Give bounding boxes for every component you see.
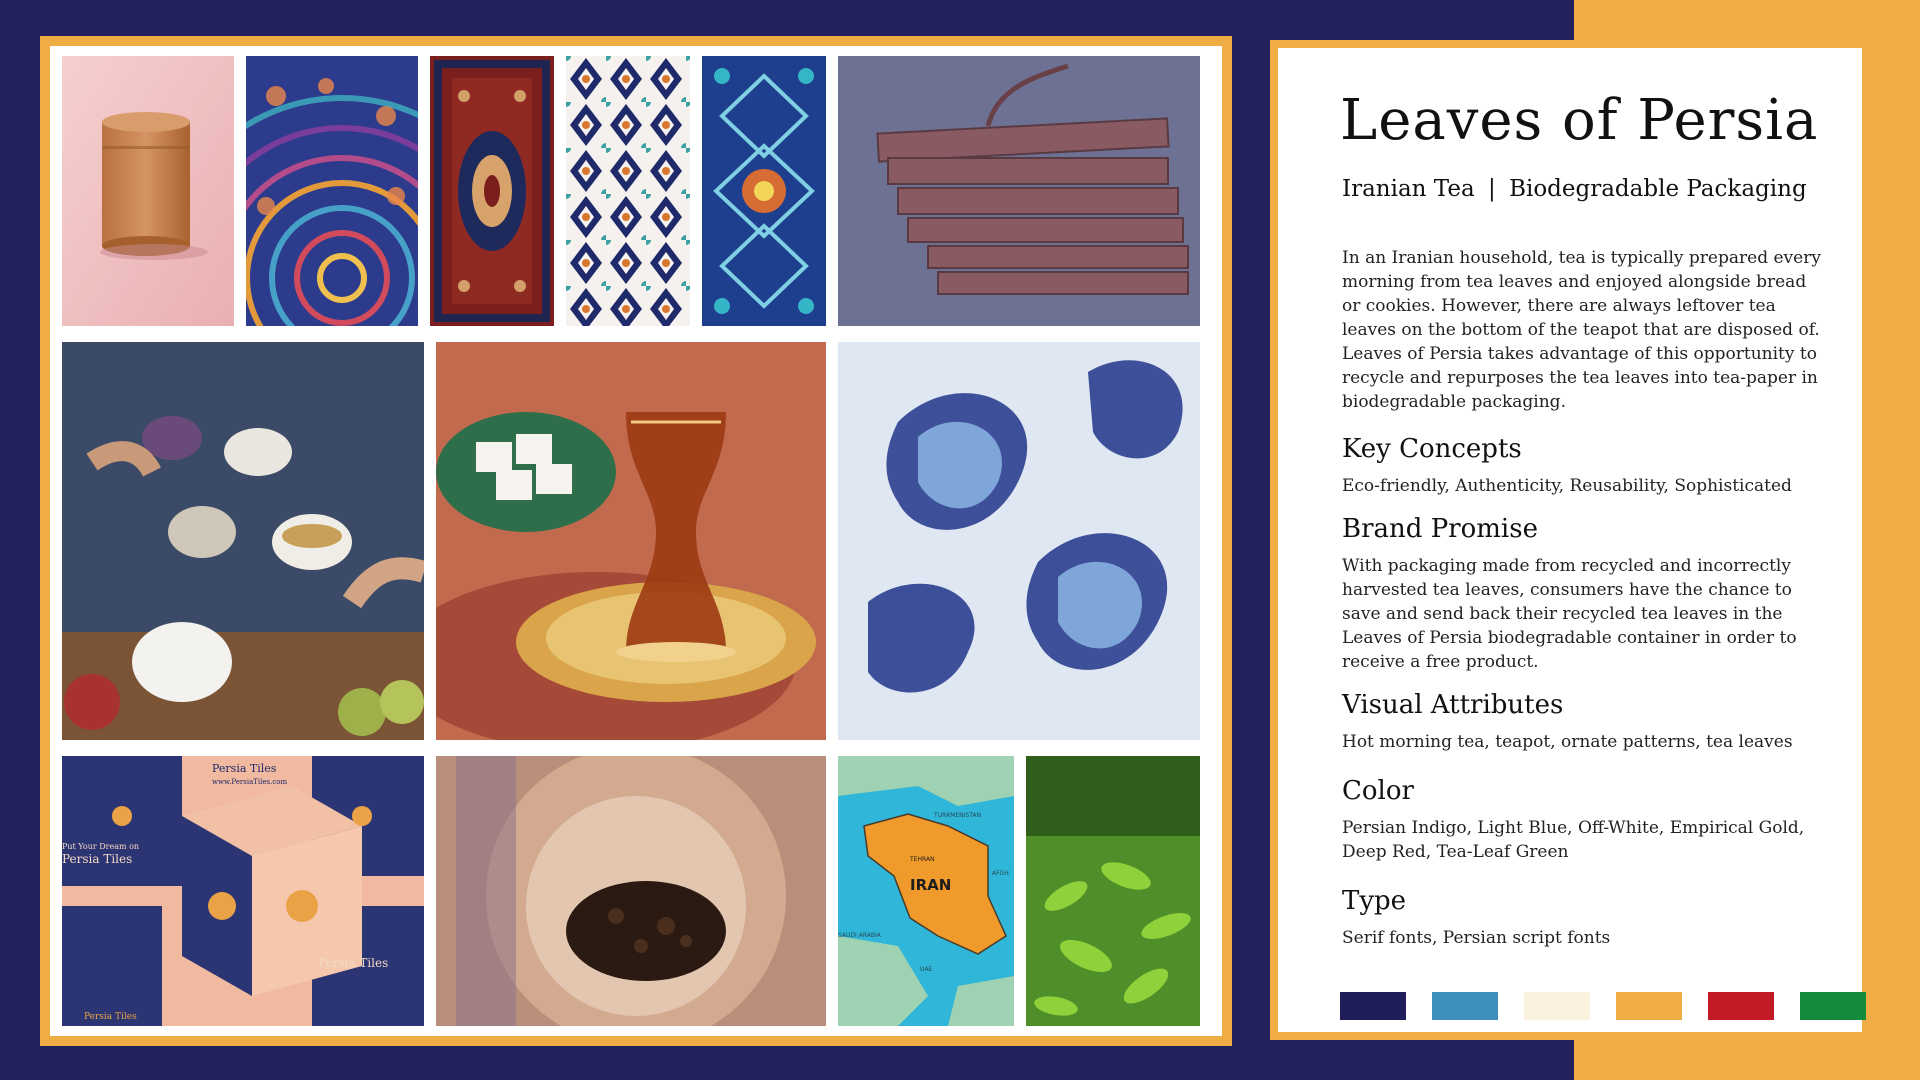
brand-info-panel [1278, 48, 1862, 1032]
geometric-tile-pattern-image [566, 56, 690, 326]
islamic-mosaic-tile-image [702, 56, 826, 326]
swatch-deep-red [1708, 992, 1774, 1020]
box-brand-small-label: Persia Tiles [84, 1012, 137, 1022]
box-brand-bottom-label: Persia Tiles [318, 956, 389, 970]
subtitle-packaging: Biodegradable Packaging [1509, 176, 1807, 202]
brand-title: Leaves of Persia [1340, 88, 1819, 153]
friends-toasting-tea-image [62, 342, 424, 740]
subtitle-product: Iranian Tea [1342, 176, 1475, 202]
blue-paisley-pattern-image [838, 342, 1200, 740]
swatch-off-white [1524, 992, 1590, 1020]
iran-map-image [838, 756, 1014, 1026]
kraft-tube-container-image [62, 56, 234, 326]
persian-mandala-fabric-image [246, 56, 418, 326]
tea-leaf-field-image [1026, 756, 1200, 1026]
swatch-persian-indigo [1340, 992, 1406, 1020]
persian-tea-glass-image [436, 342, 826, 740]
visual-attributes-heading: Visual Attributes [1342, 690, 1564, 720]
loose-tea-leaves-image [436, 756, 826, 1026]
type-text: Serif fonts, Persian script fonts [1342, 928, 1611, 948]
moodboard-collage-frame [40, 36, 1232, 1046]
key-concepts-heading: Key Concepts [1342, 434, 1522, 464]
stacked-tea-paper-image [838, 56, 1200, 326]
box-brand-side-label: Persia Tiles [62, 852, 133, 866]
map-uae-label: UAE [920, 966, 933, 973]
brand-promise-heading: Brand Promise [1342, 514, 1538, 544]
persian-rug-pattern-image [430, 56, 554, 326]
box-url-label: www.PersiaTiles.com [212, 778, 288, 786]
map-afghanistan-label: AFGH [992, 870, 1009, 877]
type-heading: Type [1342, 886, 1407, 916]
visual-attributes-text: Hot morning tea, teapot, ornate patterns, tea leaves [1342, 732, 1793, 752]
box-brand-label: Persia Tiles [212, 762, 277, 775]
brand-info-frame [1270, 40, 1870, 1040]
moodboard-collage [50, 46, 1222, 1036]
swatch-tea-leaf-green [1800, 992, 1866, 1020]
swatch-empirical-gold [1616, 992, 1682, 1020]
color-heading: Color [1342, 776, 1414, 806]
persia-tiles-packaging-boxes-image [62, 756, 424, 1026]
map-iran-label: IRAN [910, 876, 952, 894]
brand-promise-text: With packaging made from recycled and incorrectly harvested tea leaves, consumers have the chance to save and send back their recycled tea leaves in the Leaves of Persia biodegradable container in order to receive a free product. [1342, 556, 1797, 672]
map-saudi-label: SAUDI ARABIA [838, 932, 881, 939]
color-text: Persian Indigo, Light Blue, Off-White, Empirical Gold, Deep Red, Tea-Leaf Green [1342, 818, 1805, 862]
key-concepts-text: Eco-friendly, Authenticity, Reusability, Sophisticated [1342, 476, 1792, 496]
box-tagline-label: Put Your Dream on [62, 842, 140, 851]
brand-subtitle [1342, 176, 1807, 202]
color-palette [1340, 992, 1860, 1022]
map-tehran-label: TEHRAN [910, 856, 935, 863]
subtitle-separator: | [1488, 176, 1496, 202]
swatch-light-blue [1432, 992, 1498, 1020]
intro-paragraph: In an Iranian household, tea is typically prepared every morning from tea leaves and enjoyed alongside bread or cookies. However, there are always leftover tea leaves on the bottom of the teapot that are disposed of. Leaves of Persia takes advantage of this opportunity to recycle and repurposes the tea leaves into tea-paper in biodegradable packaging. [1342, 248, 1821, 412]
map-turkmenistan-label: TURKMENISTAN [934, 812, 981, 819]
